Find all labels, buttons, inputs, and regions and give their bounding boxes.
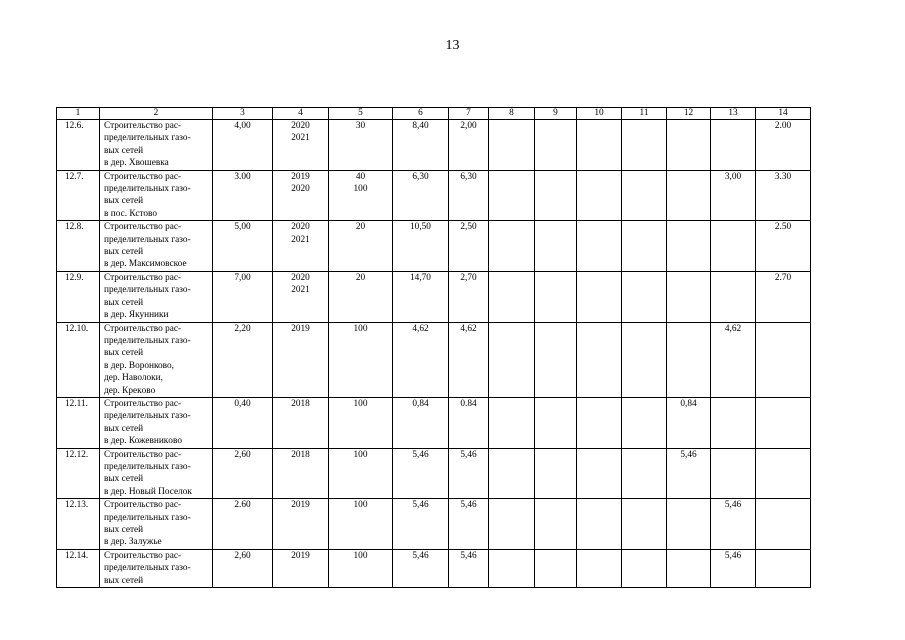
item-name-cell-line: пределительных газо- bbox=[104, 563, 191, 574]
col5-cell-line: 100 bbox=[353, 184, 368, 195]
c10-cell bbox=[577, 322, 622, 397]
c8-cell bbox=[489, 271, 535, 322]
item-name-cell bbox=[100, 221, 213, 272]
col3-cell: 2,60 bbox=[213, 549, 273, 587]
c11-cell bbox=[622, 397, 667, 448]
c12-cell bbox=[667, 499, 711, 550]
table-row bbox=[57, 221, 811, 272]
c13-cell bbox=[711, 448, 756, 499]
c14-cell: 2.00 bbox=[756, 120, 811, 171]
years-cell-line: 2020 bbox=[291, 222, 310, 233]
years-cell bbox=[273, 120, 329, 171]
c7-cell: 2,50 bbox=[449, 221, 489, 272]
c11-cell bbox=[622, 221, 667, 272]
col5-cell bbox=[329, 120, 393, 171]
c7-cell: 0.84 bbox=[449, 397, 489, 448]
years-cell-line: 2019 bbox=[291, 323, 310, 334]
item-name-cell-line: в дер. Залужье bbox=[104, 537, 162, 548]
c12-cell bbox=[667, 271, 711, 322]
col5-cell bbox=[329, 221, 393, 272]
c11-cell bbox=[622, 499, 667, 550]
item-name-cell bbox=[100, 448, 213, 499]
c9-cell bbox=[535, 448, 577, 499]
column-number-12: 12 bbox=[667, 108, 711, 120]
item-number-cell: 12.11. bbox=[57, 397, 100, 448]
column-number-2: 2 bbox=[100, 108, 213, 120]
c10-cell bbox=[577, 170, 622, 221]
item-name-cell-line: вых сетей bbox=[104, 525, 144, 535]
col5-cell-line: 20 bbox=[355, 272, 366, 283]
years-cell-line: 2018 bbox=[291, 398, 310, 409]
c10-cell bbox=[577, 499, 622, 550]
column-number-1: 1 bbox=[57, 108, 100, 120]
item-number-cell: 12.6. bbox=[57, 120, 100, 171]
col3-cell: 2.60 bbox=[213, 499, 273, 550]
c8-cell bbox=[489, 397, 535, 448]
years-cell-line: 2021 bbox=[291, 285, 310, 296]
c11-cell bbox=[622, 271, 667, 322]
years-cell bbox=[273, 271, 329, 322]
col5-cell bbox=[329, 397, 393, 448]
c10-cell bbox=[577, 271, 622, 322]
col5-cell bbox=[329, 322, 393, 397]
c8-cell bbox=[489, 499, 535, 550]
c6-cell: 6,30 bbox=[393, 170, 449, 221]
item-name-cell-line: в дер. Кожевникoвo bbox=[104, 436, 182, 447]
c8-cell bbox=[489, 322, 535, 397]
col5-cell-line: 100 bbox=[353, 500, 368, 511]
c14-cell: 3.30 bbox=[756, 170, 811, 221]
years-cell-line: 2020 bbox=[291, 184, 310, 195]
years-cell bbox=[273, 397, 329, 448]
c8-cell bbox=[489, 448, 535, 499]
col5-cell bbox=[329, 549, 393, 587]
years-cell-line: 2019 bbox=[291, 500, 310, 511]
item-name-cell bbox=[100, 170, 213, 221]
c11-cell bbox=[622, 448, 667, 499]
table-row bbox=[57, 499, 811, 550]
item-name-cell-line: пределительных газо- bbox=[104, 133, 191, 144]
c9-cell bbox=[535, 322, 577, 397]
column-number-7: 7 bbox=[449, 108, 489, 120]
item-name-cell bbox=[100, 397, 213, 448]
c10-cell bbox=[577, 448, 622, 499]
c8-cell bbox=[489, 549, 535, 587]
item-name-cell-line: вых сетей bbox=[104, 575, 144, 586]
years-cell-line: 2021 bbox=[291, 133, 310, 144]
c14-cell: 2.50 bbox=[756, 221, 811, 272]
item-name-cell-line: Строительство рас- bbox=[104, 121, 182, 131]
item-name-cell-line: пределительных газо- bbox=[104, 411, 191, 422]
item-name-cell-line: пределительных газо- bbox=[104, 335, 191, 346]
item-name-cell-line: пределительных газо- bbox=[104, 461, 191, 472]
item-name-cell bbox=[100, 271, 213, 322]
column-number-13: 13 bbox=[711, 108, 756, 120]
item-name-cell-line: дер. Наволоки, bbox=[104, 373, 163, 384]
c11-cell bbox=[622, 549, 667, 587]
item-name-cell-line: вых сетей bbox=[104, 247, 144, 258]
years-cell-line: 2019 bbox=[291, 171, 310, 182]
column-number-10: 10 bbox=[577, 108, 622, 120]
c6-cell: 5,46 bbox=[393, 549, 449, 587]
item-number-cell: 12.7. bbox=[57, 170, 100, 221]
c6-cell: 0,84 bbox=[393, 397, 449, 448]
item-name-cell-line: в дер. Максимовское bbox=[104, 259, 187, 270]
years-cell bbox=[273, 499, 329, 550]
item-number-cell: 12.10. bbox=[57, 322, 100, 397]
c14-cell bbox=[756, 499, 811, 550]
item-name-cell-line: дер. Крекoво bbox=[104, 385, 156, 396]
col5-cell-line: 40 bbox=[355, 171, 366, 182]
item-name-cell bbox=[100, 499, 213, 550]
item-name-cell-line: Строительство рас- bbox=[104, 550, 182, 561]
col5-cell bbox=[329, 271, 393, 322]
col3-cell: 0,40 bbox=[213, 397, 273, 448]
column-number-4: 4 bbox=[273, 108, 329, 120]
item-name-cell-line: пределительных газо- bbox=[104, 285, 191, 296]
gas-network-construction-table bbox=[56, 107, 811, 588]
c7-cell: 2,70 bbox=[449, 271, 489, 322]
item-name-cell-line: вых сетей bbox=[104, 348, 144, 359]
item-name-cell-line: вых сетей bbox=[104, 196, 144, 207]
column-number-5: 5 bbox=[329, 108, 393, 120]
table-row bbox=[57, 322, 811, 397]
col5-cell-line: 100 bbox=[353, 398, 368, 409]
years-cell bbox=[273, 549, 329, 587]
c12-cell bbox=[667, 170, 711, 221]
col5-cell-line: 100 bbox=[353, 449, 368, 460]
col3-cell: 3.00 bbox=[213, 170, 273, 221]
item-name-cell-line: вых сетей bbox=[104, 297, 144, 308]
years-cell-line: 2020 bbox=[291, 121, 310, 131]
item-name-cell-line: вых сетей bbox=[104, 423, 144, 434]
item-name-cell-line: Строительство рас- bbox=[104, 449, 182, 460]
item-name-cell bbox=[100, 322, 213, 397]
years-cell bbox=[273, 170, 329, 221]
item-name-cell-line: пределительных газо- bbox=[104, 234, 191, 245]
c12-cell bbox=[667, 549, 711, 587]
c12-cell: 0,84 bbox=[667, 397, 711, 448]
item-number-cell: 12.14. bbox=[57, 549, 100, 587]
years-cell-line: 2018 bbox=[291, 449, 310, 460]
item-name-cell-line: Строительство рас- bbox=[104, 272, 182, 283]
years-cell bbox=[273, 448, 329, 499]
item-name-cell bbox=[100, 120, 213, 171]
item-name-cell-line: Строительство рас- bbox=[104, 500, 182, 511]
col5-cell-line: 20 bbox=[355, 222, 366, 233]
table-row bbox=[57, 170, 811, 221]
item-name-cell-line: в дер. Новый Поселок bbox=[104, 486, 192, 497]
years-cell-line: 2020 bbox=[291, 272, 310, 283]
col3-cell: 5,00 bbox=[213, 221, 273, 272]
table-row bbox=[57, 549, 811, 587]
c14-cell bbox=[756, 322, 811, 397]
c9-cell bbox=[535, 397, 577, 448]
c13-cell bbox=[711, 221, 756, 272]
item-number-cell: 12.12. bbox=[57, 448, 100, 499]
c12-cell bbox=[667, 221, 711, 272]
c6-cell: 8,40 bbox=[393, 120, 449, 171]
col3-cell: 2,20 bbox=[213, 322, 273, 397]
years-cell bbox=[273, 322, 329, 397]
c11-cell bbox=[622, 170, 667, 221]
item-number-cell: 12.8. bbox=[57, 221, 100, 272]
c6-cell: 5,46 bbox=[393, 499, 449, 550]
item-number-cell: 12.9. bbox=[57, 271, 100, 322]
column-number-14: 14 bbox=[756, 108, 811, 120]
item-name-cell-line: в пос. Кстово bbox=[104, 208, 158, 219]
item-name-cell-line: в дер. Хвошевка bbox=[104, 158, 169, 169]
c7-cell: 2,00 bbox=[449, 120, 489, 171]
years-cell-line: 2019 bbox=[291, 550, 310, 561]
c9-cell bbox=[535, 499, 577, 550]
column-number-3: 3 bbox=[213, 108, 273, 120]
col5-cell-line: 100 bbox=[353, 550, 368, 561]
c6-cell: 4,62 bbox=[393, 322, 449, 397]
c6-cell: 10,50 bbox=[393, 221, 449, 272]
c14-cell bbox=[756, 397, 811, 448]
c14-cell: 2.70 bbox=[756, 271, 811, 322]
c11-cell bbox=[622, 120, 667, 171]
c8-cell bbox=[489, 120, 535, 171]
col5-cell bbox=[329, 499, 393, 550]
item-name-cell-line: вых сетей bbox=[104, 474, 144, 485]
col3-cell: 7,00 bbox=[213, 271, 273, 322]
column-number-8: 8 bbox=[489, 108, 535, 120]
c13-cell: 3,00 bbox=[711, 170, 756, 221]
item-name-cell-line: пределительных газо- bbox=[104, 512, 191, 523]
column-number-header-row bbox=[57, 108, 811, 120]
c9-cell bbox=[535, 549, 577, 587]
col5-cell bbox=[329, 448, 393, 499]
table-row bbox=[57, 448, 811, 499]
item-name-cell-line: пределительных газо- bbox=[104, 184, 191, 195]
col3-cell: 2,60 bbox=[213, 448, 273, 499]
c13-cell bbox=[711, 271, 756, 322]
c12-cell bbox=[667, 322, 711, 397]
c13-cell bbox=[711, 120, 756, 171]
column-number-11: 11 bbox=[622, 108, 667, 120]
c8-cell bbox=[489, 221, 535, 272]
c13-cell bbox=[711, 397, 756, 448]
c10-cell bbox=[577, 221, 622, 272]
c10-cell bbox=[577, 120, 622, 171]
c7-cell: 5,46 bbox=[449, 448, 489, 499]
col5-cell bbox=[329, 170, 393, 221]
c10-cell bbox=[577, 549, 622, 587]
c6-cell: 5,46 bbox=[393, 448, 449, 499]
item-name-cell-line: Строительство рас- bbox=[104, 171, 182, 182]
page-number: 13 bbox=[445, 38, 460, 53]
c13-cell: 4,62 bbox=[711, 322, 756, 397]
c14-cell bbox=[756, 549, 811, 587]
table-row bbox=[57, 397, 811, 448]
c9-cell bbox=[535, 170, 577, 221]
item-number-cell: 12.13. bbox=[57, 499, 100, 550]
col3-cell: 4,00 bbox=[213, 120, 273, 171]
item-name-cell-line: в дер. Якунники bbox=[104, 310, 169, 321]
c7-cell: 5,46 bbox=[449, 549, 489, 587]
c12-cell bbox=[667, 120, 711, 171]
table-row bbox=[57, 120, 811, 171]
c13-cell: 5,46 bbox=[711, 549, 756, 587]
c13-cell: 5,46 bbox=[711, 499, 756, 550]
col5-cell-line: 30 bbox=[355, 121, 366, 131]
c7-cell: 6,30 bbox=[449, 170, 489, 221]
item-name-cell-line: Строительство рас- bbox=[104, 323, 182, 334]
item-name-cell-line: Строительство рас- bbox=[104, 222, 182, 233]
item-name-cell-line: вых сетей bbox=[104, 145, 144, 156]
c12-cell: 5,46 bbox=[667, 448, 711, 499]
years-cell-line: 2021 bbox=[291, 234, 310, 245]
c14-cell bbox=[756, 448, 811, 499]
c8-cell bbox=[489, 170, 535, 221]
item-name-cell-line: в дер. Воронково, bbox=[104, 360, 174, 371]
years-cell bbox=[273, 221, 329, 272]
col5-cell-line: 100 bbox=[353, 323, 368, 334]
c11-cell bbox=[622, 322, 667, 397]
column-number-9: 9 bbox=[535, 108, 577, 120]
table-row bbox=[57, 271, 811, 322]
c9-cell bbox=[535, 120, 577, 171]
c7-cell: 4,62 bbox=[449, 322, 489, 397]
c7-cell: 5,46 bbox=[449, 499, 489, 550]
item-name-cell bbox=[100, 549, 213, 587]
c10-cell bbox=[577, 397, 622, 448]
c6-cell: 14,70 bbox=[393, 271, 449, 322]
item-name-cell-line: Строительство рас- bbox=[104, 398, 182, 409]
column-number-6: 6 bbox=[393, 108, 449, 120]
c9-cell bbox=[535, 221, 577, 272]
c9-cell bbox=[535, 271, 577, 322]
